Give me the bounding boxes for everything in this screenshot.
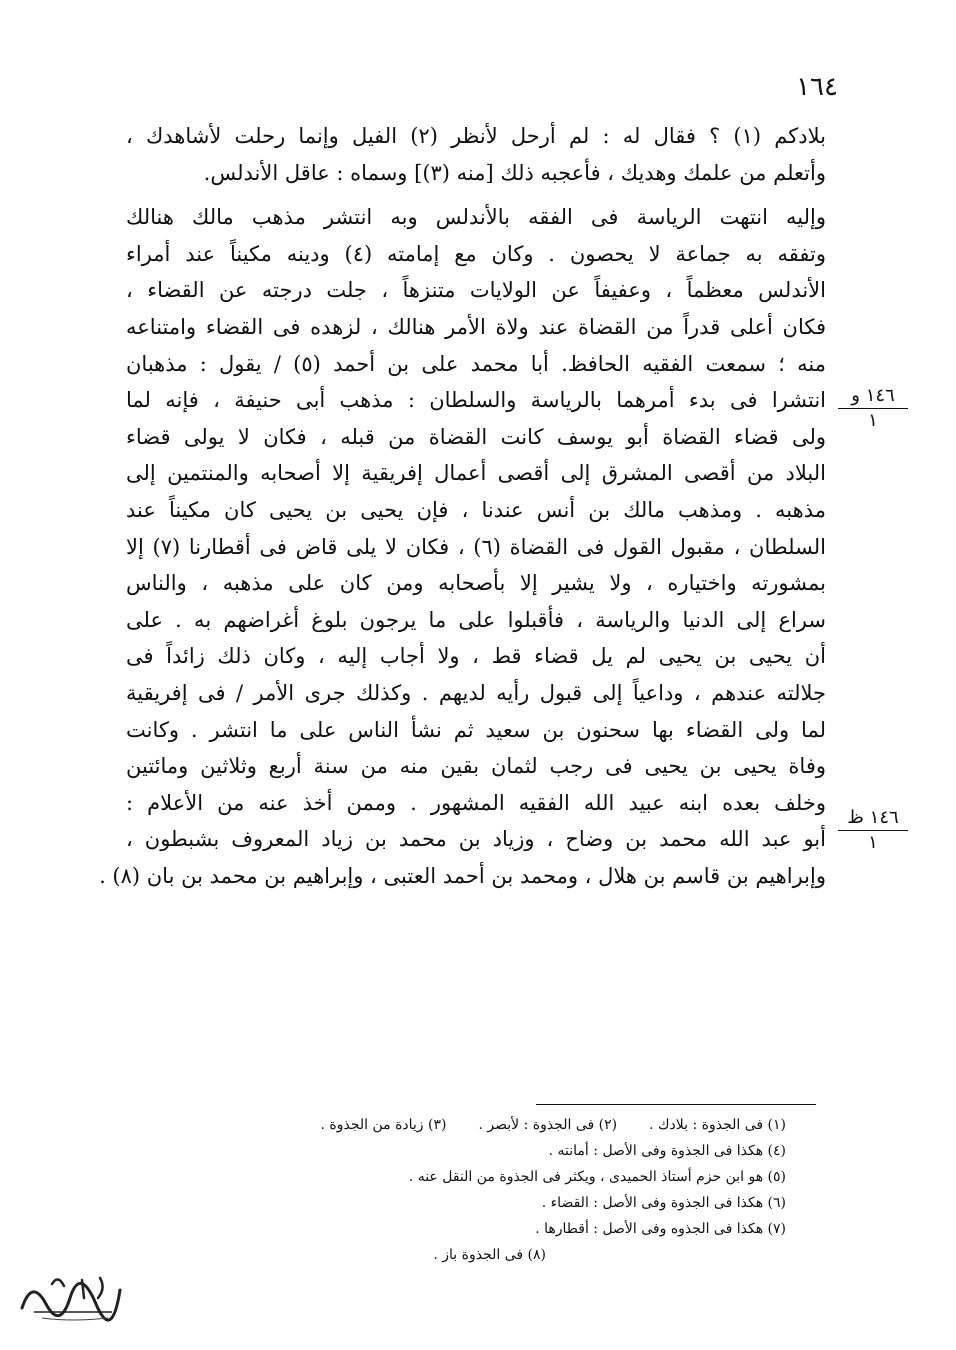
text-line: بمشورته واختياره ، ولا يشير إلا بأصحابه ومن كان على مذهبه ، والناس xyxy=(126,571,826,596)
text-line: سراع إلى الدنيا والرياسة ، فأقبلوا على ما يرجون بلوغ أغراضهم به . على xyxy=(126,607,826,632)
text-line: وخلف بعده ابنه عبيد الله الفقيه المشهور . وممن أخذ عنه من الأعلام : xyxy=(126,790,826,815)
text-line: وفاة يحيى بن يحيى فى رجب لثمان بقين منه من سنة أربع وثلاثين ومائتين xyxy=(126,754,826,779)
footnote: (٨) فى الجذوة باز . xyxy=(433,1247,546,1263)
text-line: لما ولى القضاء بها سحنون بن سعيد ثم نشأ الناس على ما انتشر . وكانت xyxy=(126,717,826,742)
page-number: ١٦٤ xyxy=(796,72,838,102)
text-line: وتفقه به جماعة لا يحصون . وكان مع إمامته (٤) ودينه مكيناً عند أمراء xyxy=(126,241,826,266)
text-line: أن يحيى بن يحيى لم يل قضاء قط ، ولا أجاب إليه ، وكان ذلك زائداً فى xyxy=(126,644,826,669)
text-line: السلطان ، مقبول القول فى القضاة (٦) ، فكان لا يلى قاض فى أقطارنا (٧) إلا xyxy=(126,534,826,559)
main-text xyxy=(99,118,826,894)
text-line: ولى قضاء القضاة أبو يوسف كانت القضاة من قبله ، فكان لا يولى قضاء xyxy=(126,424,826,449)
paragraph-1 xyxy=(126,118,826,191)
footnote: (١) فى الجذوة : بلادك . xyxy=(649,1117,786,1133)
text-line: مذهبه . ومذهب مالك بن أنس عندنا ، فإن يحيى بن يحيى كان مكيناً عند xyxy=(126,497,826,522)
text-line: أبو عبد الله محمد بن وضاح ، وزياد بن محمد بن زياد المعروف بشبطون ، xyxy=(126,827,826,852)
text-line: جلالته عندهم ، وداعياً إلى قبول رأيه لديهم . وكذلك جرى الأمر / فى إفريقية xyxy=(126,680,826,705)
margin-folio-ref xyxy=(838,808,908,853)
text-line: البلاد من أقصى المشرق إلى أقصى أعمال إفريقية إلا أصحابه والمنتمين إلى xyxy=(126,461,826,486)
text-line: وإبراهيم بن قاسم بن هلال ، ومحمد بن أحمد العتبى ، وإبراهيم بن محمد بن بان (٨) . xyxy=(99,863,826,888)
footnote: (٤) هكذا فى الجذوة وفى الأصل : أمانته . xyxy=(548,1143,786,1159)
text-line: بلادكم (١) ؟ فقال له : لم أرحل لأنظر (٢) الفيل وإنما رحلت لأشاهدك ، xyxy=(126,124,826,148)
text-line: الأندلس معظماً ، وعفيفاً عن الولايات متنزهاً ، جلت درجته عن القضاء ، xyxy=(126,278,826,303)
footnote-row xyxy=(126,1112,786,1138)
footnote-separator xyxy=(536,1104,816,1105)
folio-sub: ١ xyxy=(868,831,878,853)
footnote: (٧) هكذا فى الجذوه وفى الأصل : أقطارها . xyxy=(535,1221,786,1237)
margin-folio-ref xyxy=(838,386,908,431)
footnotes xyxy=(126,1112,786,1268)
publisher-logo xyxy=(12,1268,132,1324)
text-line: وأتعلم من علمك وهديك ، فأعجبه ذلك [منه (٣)] وسماه : عاقل الأندلس. xyxy=(203,160,826,185)
folio-sub: ١ xyxy=(868,409,878,431)
footnote: (٣) زيادة من الجذوة . xyxy=(320,1117,447,1133)
folio-number: ١٤٦ ظ xyxy=(838,808,908,831)
footnote: (٦) هكذا فى الجذوة وفى الأصل : القضاء . xyxy=(541,1195,786,1211)
text-line: انتشرا فى بدء أمرهما بالرياسة والسلطان : مذهب أبى حنيفة ، فإنه لما xyxy=(126,388,826,413)
paragraph-2 xyxy=(99,199,826,894)
text-line: وإليه انتهت الرياسة فى الفقه بالأندلس وبه انتشر مذهب مالك هنالك xyxy=(126,205,826,230)
footnote: (٢) فى الجذوة : لأبصر . xyxy=(478,1117,618,1133)
text-line: منه ؛ سمعت الفقيه الحافظ. أبا محمد على بن أحمد (٥) / يقول : مذهبان xyxy=(126,351,826,376)
text-line: فكان أعلى قدراً من القضاة عند ولاة الأمر هنالك ، لزهده فى القضاء وامتناعه xyxy=(126,314,826,339)
footnote: (٥) هو ابن حزم أستاذ الحميدى ، ويكثر فى الجذوة من النقل عنه . xyxy=(408,1169,786,1185)
folio-number: ١٤٦ و xyxy=(838,386,908,409)
